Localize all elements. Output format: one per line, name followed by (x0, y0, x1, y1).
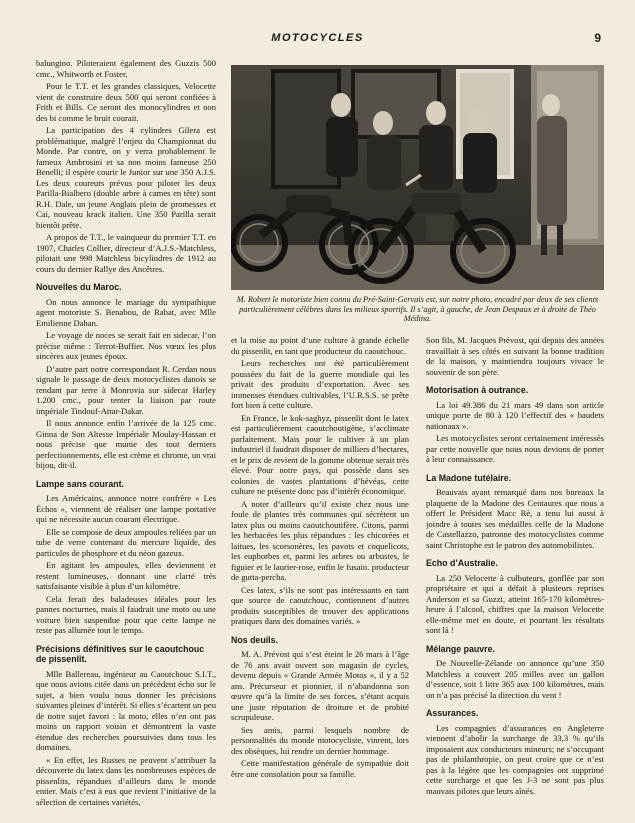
paragraph: De Nouvelle-Zélande on annonce qu’une 350 Matchless a couvert 205 milles avec un gallon d’essence, soit 1 litre 365 aux 100 kilomètres, mais on n’a pas précisé la direction du vent ! (426, 658, 604, 700)
photo-block (231, 65, 604, 290)
section-heading-lampe: Lampe sans courant. (36, 478, 124, 489)
paragraph: Leurs recherches ont été particulièrement poussées du fait de la guerre mondiale qui les privait des produits d’exportation. Avec ses immenses étendues cultivables, l’U.R.S.S. se prête fort bien à cette culture. (231, 358, 409, 410)
paragraph: M. A. Prévost qui s’est éteint le 26 mars à l’âge de 76 ans avait ouvert son magasin de cycles, devenu depuis « Grande Armée Motos », il y a 52 ans. Précurseur et pionnier, il n’abandonna son œuvre qu’à la limite de ses forces, s’étant acquis une juste réputation de droiture et de probité scrupuleuse. (231, 649, 409, 722)
paragraph: A noter d’ailleurs qu’il existe chez nous une foule de plantes très communes qui sécrètent un latex plus ou moins caoutchoutifère. Citons, parmi les herbacées les plus répandues : les chicorées et laitues, les scorsonères, les pavots et coquelicots, les euphorbes et, parmi les arbres ou arbustes, le figuier et le laurier-rose, enfin le fusain. producteur de gutta-percha. (231, 498, 409, 582)
paragraph: La loi 49.386 du 21 mars 49 dans son article unique porte de 80 à 120 l’effectif des « baudets nationaux ». (426, 399, 604, 431)
paragraph: D’autre part notre correspondant R. Cerdan nous signale le passage de deux motocyclistes danois se rendant par terre à Monrovia sur sidecar Harley 1.200 cmc., pour tenter la liaison par route impériale Tindouf-Attar-Dakar. (36, 363, 216, 416)
paragraph: Ses amis, parmi lesquels nombre de personnalités du monde motocycliste, vinrent, lors des obsèques, lui rendre un dernier hommage. (231, 724, 409, 756)
paragraph: et la mise au point d’une culture à grande échelle du pissenlit, en tant que producteur du caoutchouc. (231, 335, 409, 356)
motorcycle-shop-photo (231, 65, 604, 290)
section-heading-motorisation: Motorisation à outrance. (426, 385, 529, 395)
paragraph: En France, le kok-saghyz, pissenlit dont le latex est particulièrement caoutchoutigène, s’acclimate parfaitement. Mais pour le cultiver à un plan industriel il faudrait disposer de milliers d’hectares, et le prix de revient de la gomme obtenue serait très élevé. Pour notre pays, qui possède dans ses colonies de vastes plantations d’hévéas, cette culture ne présente donc pas d’intérêt économique. (231, 412, 409, 496)
paragraph: Le voyage de noces se serait fait en sidecar, l’on précise même : Terrot-Buffier. Nos vœux les plus sincères aux jeunes époux. (36, 330, 216, 361)
paragraph: Les compagnies d’assurances en Angleterre viennent d’abolir la surcharge de 33,3 % qu’ils imposaient aux conducteurs mineurs; ne s’occupant pas de philanthropie, on peut croire que ce n’est pas à la légère que les compagnies ont supprimé cette surcharge et que les J-3 ne sont pas plus mauvais pilotes que leurs aînés. (426, 722, 604, 796)
paragraph: Il nous annonce enfin l’arrivée de la 125 cmc. Ginna de Son Altesse Impériale Moulay-Hassan et nous précise que munie des tout derniers perfectionnements, elle est crème et chrome, un vrai bijou, dit-il. (36, 418, 216, 470)
paragraph: Pour le T.T. et les grandes classiques, Velocette vient de construire deux 500 qui seront confiées à Frith et Bills. Ce seront des monocylindres et non des bi comme le bruit courait. (36, 81, 216, 123)
paragraph: La 250 Velocette à culbuteurs, gonflée par son propriétaire et qui a défait à plusieurs reprises Anderson et sa Guzzi, atteint 165-170 kilomètres-heure à l’alcool, chiffres que la maison Velocette elle-même met en doute, et pourtant les résultats sont là ! (426, 572, 604, 635)
paragraph: Cette manifestation générale de sympathie doit être une consolation pour sa famille. (231, 758, 409, 779)
paragraph: Beauvais ayant remarqué dans nos bureaux la plaquette de la Madone des Centaures que nous a offert le Président Macc Rè, a tenu lui aussi à joindre à toutes ses médailles celle de la Madone de Castellazzo, patronne des motocyclistes comme saint Christophe est le patron des automobilistes. (426, 487, 604, 550)
paragraph: Elle se compose de deux ampoules reliées par un tube de verre contenant du mercure liquide, des particules de phosphore et du néon gazeux. (36, 526, 216, 558)
section-heading-assurances: Assurances. (426, 708, 479, 718)
photo-caption: M. Robert le motoriste bien connu du Pré-Saint-Gervais est, sur notre photo, encadré par deux de ses clients particulièrement célèbres dans les milieux sportifs. Il s’agit, à gauche, de Jean Despaux et à droite de Théo Médina. (236, 295, 599, 324)
paragraph: Les motocyclistes seront certainement intéressés par cette nouvelle que nous nous devions de porter à leur connaissance. (426, 433, 604, 464)
paragraph: Ces latex, s’ils ne sont pas intéressants en tant que source de caoutchouc, contiennent d’autres produits susceptibles de trouver des applications pratiques dans des domaines variés. » (231, 584, 409, 626)
page-header (0, 32, 635, 48)
article-column-right (426, 335, 604, 808)
paragraph: balungino. Piloteraient également des Guzzis 500 cmc., Whitworth et Foster. (36, 58, 216, 79)
paragraph: On nous annonce le mariage du sympathique agent motoriste S. Benabou, de Rabat, avec Mlle Emilienne Dahan. (36, 296, 216, 328)
page-number: 9 (594, 31, 601, 45)
paragraph: Cela ferait des baladeuses idéales pour les pannes nocturnes, mais il faudrait une moto ou une voiture bien suspendue pour que cette lampe ne reste pas allumée tout le temps. (36, 593, 216, 635)
paragraph: Mlle Ballereau, ingénieur au Caoutchouc S.I.T., que nous avions citée dans un précédent écho sur le sujet, a bien voulu nous donner les précisions suivantes pleines d’intérêt. Si elles s’écartent un peu de notre sujet favori : la moto, elles n’en ont pas moins un rapport voisin et démontrent la vaste étendue des recherches poursuivies dans tous les domaines. (36, 668, 216, 752)
section-heading-pissenlit: Précisions définitives sur le caoutchouc de pissenlit. (36, 643, 205, 664)
paragraph: « En effet, les Russes ne peuvent s’attribuer la découverte du latex dans les nombreuses espèces de pissenlits, répandues d’ailleurs dans le monde entier. Mais c’est à eux que revient l’initiative de la sélection de certaines variétés, (36, 754, 216, 807)
paragraph: Les Américains, annonce notre confrère « Les Échos », viennent de réaliser une lampe portative qui ne nécessite aucun courant électrique. (36, 493, 216, 524)
article-column-left (36, 58, 216, 808)
article-column-middle (231, 335, 409, 808)
running-title: MOTOCYCLES (271, 32, 364, 44)
paragraph: A propos de T.T., le vainqueur du premier T.T. en 1907, Charles Collier, directeur d’A.J.S.-Matchless, pilotait une 998 Matchless bicylindres de 1912 au cours du dernier Rallye des Ancêtres. (36, 232, 216, 274)
section-heading-madone: La Madone tutélaire. (426, 472, 512, 483)
section-heading-deuils: Nos deuils. (231, 634, 278, 645)
section-heading-maroc: Nouvelles du Maroc. (36, 282, 122, 292)
paragraph: La participation des 4 cylindres Gilera est problématique, malgré l’enjeu du Championnat du Monde. Par contre, on y verra probablement le fameux Ambrosini et sa non moins fameuse 250 Benelli; il espère courir le Junior sur une 350 A.J.S. Les deux coureurs prévus pour piloter les deux Parilla-Bialbero (double arbre à cames en tête) sont R.H. Dale, un jeune Anglais plein de promesses et Cai, nouveau krack italien. Une 350 Parilla serait bientôt prête. (36, 125, 216, 230)
section-heading-melange: Mélange pauvre. (426, 643, 495, 654)
paragraph: En agitant les ampoules, elles deviennent et restent lumineuses, donnant une clarté très satisfaisante visible à plus d’un kilomètre. (36, 560, 216, 591)
paragraph: Son fils, M. Jacques Prévost, qui depuis des années travaillait à ses côtés en suivant la bonne tradition de la maison, y maintiendra toujours vivace le souvenir de son père. (426, 335, 604, 377)
section-heading-australie: Echo d’Australie. (426, 558, 498, 568)
